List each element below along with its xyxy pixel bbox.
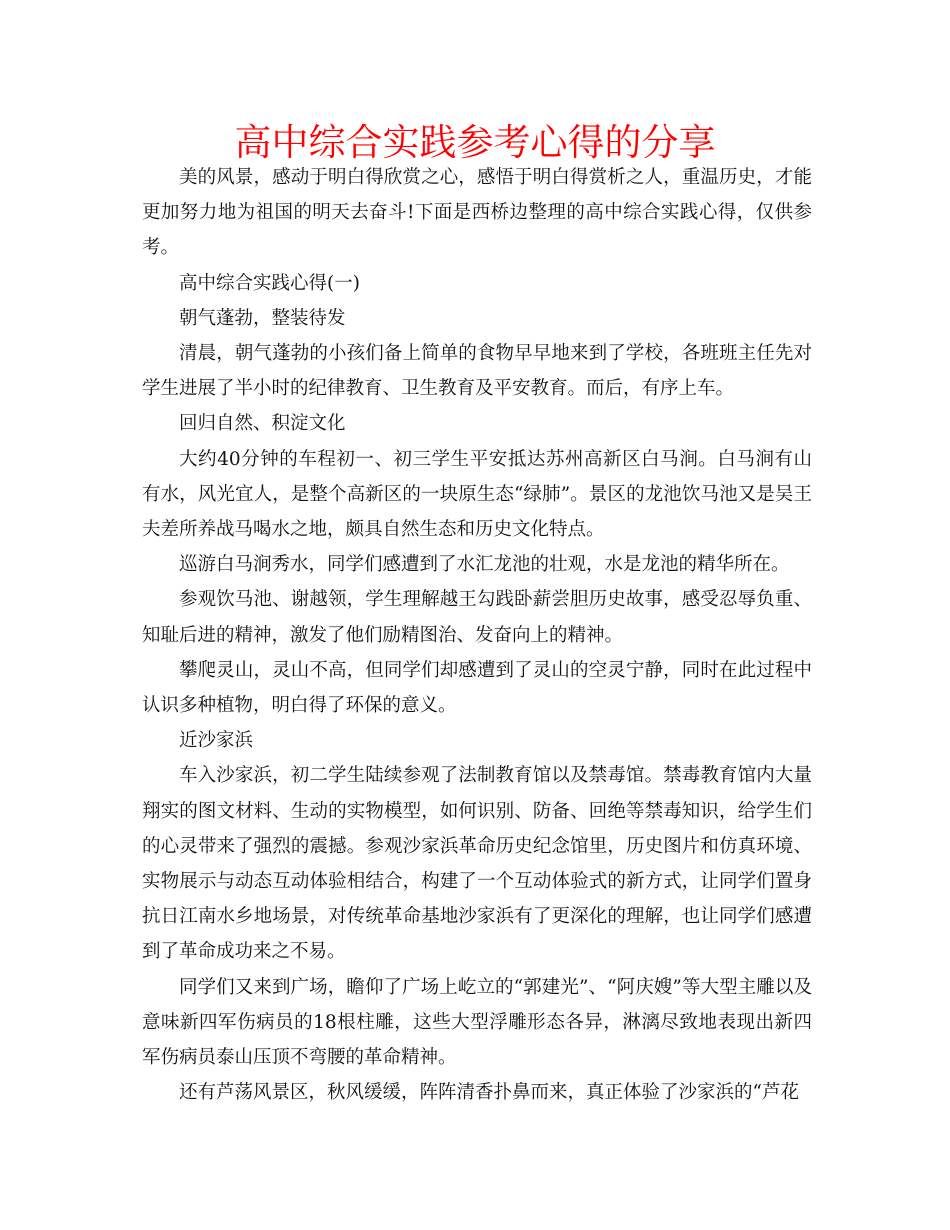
subheading: 近沙家浜: [179, 730, 254, 752]
paragraph: 大约40分钟的车程初一、初三学生平安抵达苏州高新区白马涧。白马涧有山有水，风光宜人，是整个高新区的一块原生态“绿肺”。景区的龙池饮马池又是吴王夫差所养战马喝水之地，颇具自然生态和历史文化特点。: [142, 448, 812, 541]
paragraph-intro: 美的风景，感动于明白得欣赏之心，感悟于明白得赏析之人，重温历史，才能更加努力地为祖国的明天去奋斗!下面是西桥边整理的高中综合实践心得，仅供参考。: [142, 167, 812, 259]
section-heading: 高中综合实践心得(一): [179, 272, 360, 294]
paragraph: 车入沙家浜，初二学生陆续参观了法制教育馆以及禁毒馆。禁毒教育馆内大量翔实的图文材料、生动的实物模型，如何识别、防备、回绝等禁毒知识，给学生们的心灵带来了强烈的震撼。参观沙家浜革命历史纪念馆里，历史图片和仿真环境、实物展示与动态互动体验相结合，构建了一个互动体验式的新方式，让同学们置身抗日江南水乡地场景，对传统革命基地沙家浜有了更深化的理解，也让同学们感遭到了革命成功来之不易。: [142, 765, 812, 963]
paragraph: 参观饮马池、谢越领，学生理解越王勾践卧薪尝胆历史故事，感受忍辱负重、知耻后进的精神，激发了他们励精图治、发奋向上的精神。: [142, 589, 812, 646]
subheading: 回归自然、积淀文化: [179, 413, 346, 435]
document-body: [142, 160, 812, 1110]
paragraph: 攀爬灵山，灵山不高，但同学们却感遭到了灵山的空灵宁静，同时在此过程中认识多种植物，明白得了环保的意义。: [142, 659, 812, 717]
paragraph: 还有芦荡风景区，秋风缓缓，阵阵清香扑鼻而来，真正体验了沙家浜的“芦花: [179, 1082, 799, 1104]
paragraph: 同学们又来到广场，瞻仰了广场上屹立的“郭建光”、“阿庆嫂”等大型主雕以及意味新四军伤病员的18根柱雕，这些大型浮雕形态各异，淋漓尽致地表现出新四军伤病员泰山压顶不弯腰的革命精神。: [142, 976, 812, 1069]
paragraph: 巡游白马涧秀水，同学们感遭到了水汇龙池的壮观，水是龙池的精华所在。: [179, 554, 790, 576]
document-title: 高中综合实践参考心得的分享: [234, 121, 716, 164]
subheading: 朝气蓬勃，整装待发: [179, 307, 346, 329]
paragraph: 清晨，朝气蓬勃的小孩们备上简单的食物早早地来到了学校，各班班主任先对学生进展了半小时的纪律教育、卫生教育及平安教育。而后，有序上车。: [142, 343, 812, 400]
